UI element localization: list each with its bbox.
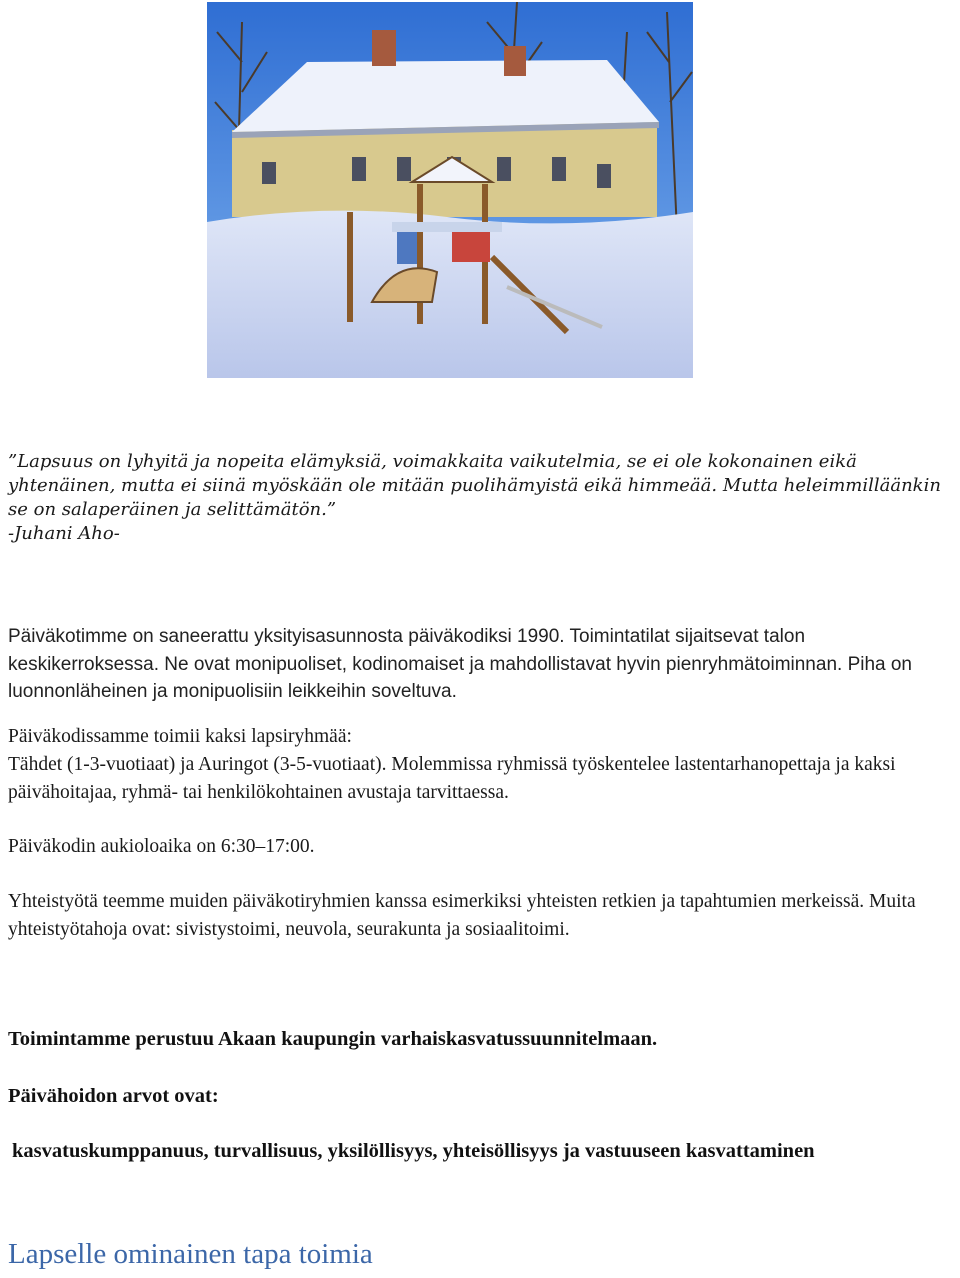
quote-author: -Juhani Aho-	[8, 523, 120, 544]
quote-block	[8, 450, 953, 546]
hours-text: Päiväkodin aukioloaika on 6:30–17:00.	[8, 836, 315, 857]
cooperation-paragraph	[8, 888, 958, 944]
section-heading: Lapselle ominainen tapa toimia	[8, 1238, 373, 1270]
hours-paragraph	[8, 833, 958, 861]
quote-text: ”Lapsuus on lyhyitä ja nopeita elämyksiä, voimakkaita vaikutelmia, se ei ole kokonainen eikä yhtenäinen, mutta ei siinä myöskään ole mitään puolihämyistä eikä himmeää. Mutta heleimmilläänkin se on salaperäinen ja selittämätön.”	[8, 451, 941, 520]
groups-line-2: Tähdet (1-3-vuotiaat) ja Auringot (3-5-vuotiaat). Molemmissa ryhmissä työskentelee lastentarhanopettaja ja kaksi päivähoitajaa, ryhmä- tai henkilökohtainen avustaja tarvittaessa.	[8, 754, 896, 803]
values-title: Päivähoidon arvot ovat:	[8, 1085, 219, 1107]
daycare-photo	[207, 2, 693, 378]
cooperation-text: Yhteistyötä teemme muiden päiväkotiryhmien kanssa esimerkiksi yhteisten retkien ja tapahtumien merkeissä. Muita yhteistyötahoja ovat: sivistystoimi, neuvola, seurakunta ja sosiaalitoimi.	[8, 891, 916, 940]
intro-paragraph	[8, 623, 953, 706]
groups-line-1: Päiväkodissamme toimii kaksi lapsiryhmää:	[8, 726, 352, 747]
basis-text: Toimintamme perustuu Akaan kaupungin varhaiskasvatussuunnitelmaan.	[8, 1028, 658, 1050]
values-list: kasvatuskumppanuus, turvallisuus, yksilöllisyys, yhteisöllisyys ja vastuuseen kasvattaminen	[12, 1140, 815, 1162]
groups-paragraph	[8, 723, 958, 807]
intro-text: Päiväkotimme on saneerattu yksityisasunnosta päiväkodiksi 1990. Toimintatilat sijaitsevat talon keskikerroksessa. Ne ovat monipuoliset, kodinomaiset ja mahdollistavat hyvin pienryhmätoiminnan. Piha on luonnonläheinen ja monipuolisiin leikkeihin soveltuva.	[8, 626, 913, 702]
